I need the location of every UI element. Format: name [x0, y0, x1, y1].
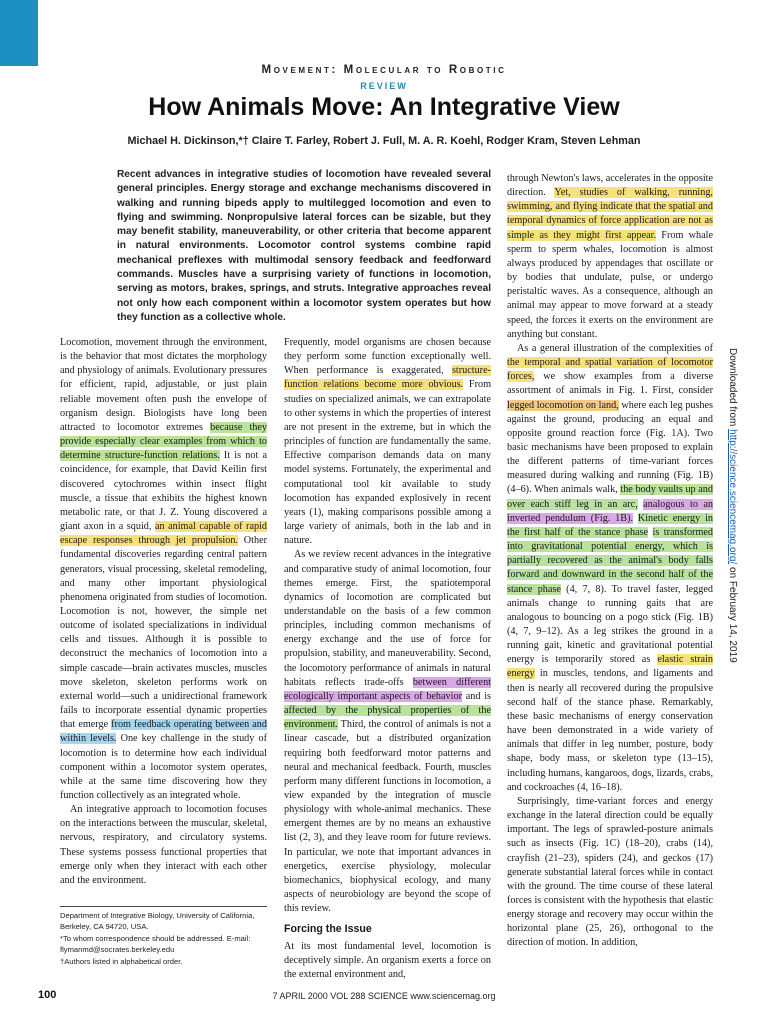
affiliation-note: Department of Integrative Biology, University of California, Berkeley, CA 94720, USA. [60, 911, 255, 931]
page-number: 100 [38, 989, 57, 1001]
paragraph: An integrative approach to locomotion focuses on the interactions between the muscular, skeletal, nervous, respiratory, and circulatory systems. These systems possess functional properties that emerge only when they interact with each other and the environment. [60, 804, 267, 886]
body-column-1 [60, 336, 267, 888]
paragraph: through Newton's laws, accelerates in the opposite direction. Yet, studies of walking, running, swimming, and flying indicate that the spatial and temporal dynamics of force application are not as simple as they might first appear. From whale sperm to sperm whales, locomotion is almost always produced by appendages that oscillate or by bodies that undulate, pulse, or undergo peristaltic waves. As a consequence, although an animal may appear to move forward at a steady speed, the forces it exerts on the environment are anything but constant. [507, 173, 713, 340]
highlight: the body vaults up and over each stiff leg in an arc, [507, 484, 713, 510]
footnotes [60, 911, 272, 970]
highlight: affected by the physical properties of the environment. [284, 705, 491, 731]
corner-accent-block [0, 0, 38, 66]
body-column-3 [507, 172, 713, 951]
highlight: the temporal and spatial variation of locomotor forces, [507, 357, 713, 383]
paragraph: As a general illustration of the complexities of the temporal and spatial variation of locomotor forces, we show examples from a diverse assortment of animals in Fig. 1. First, consider legged locomotion on land, where each leg pushes against the ground, producing an equal and opposite ground reaction force (Fig. 1A). Two basic mechanisms have been proposed to explain the different patterns of time-variant forces measured during walking and running (Fig. 1B) (4–6). When animals walk, the body vaults up and over each stiff leg in an arc, analogous to an inverted pendulum (Fig. 1B). Kinetic energy in the first half of the stance phase is transformed into gravitational potential energy, which is partially recovered as the animal's body falls forward and downward in the second half of the stance phase (4, 7, 8). To travel faster, legged animals change to running gaits that are analogous to bouncing on a pogo stick (Fig. 1B) (4, 7, 9–12). As a leg strikes the ground in a running gait, kinetic and gravitational potential energy is temporarily stored as elastic strain energy in muscles, tendons, and ligaments and then is nearly all recovered during the propulsive second half of the stance phase. Remarkably, these basic mechanisms of energy conservation have been demonstrated in a wide variety of animals that differ in leg number, posture, body shape, body mass, or skeleton type (13–15), including humans, kangaroos, dogs, lizards, crabs, and cockroaches (4, 16–18). [507, 342, 713, 793]
highlight: is transformed into gravitational potential energy, which is partially recovered as the animal's body falls forward and downward in the second half of the stance phase [507, 526, 713, 595]
paragraph: Surprisingly, time-variant forces and energy exchange in the lateral direction could be equally important. The legs of sprawled-posture animals such as insects (Fig. 1C) (18–20), crabs (14), crayfish (21–23), spiders (24), and geckos (17) generate substantial lateral forces while in contact with the ground. The time course of these lateral forces is consistent with the hypothesis that elastic energy storage and recovery may occur within the horizontal plane (25, 26), orthogonal to the direction of motion. In addition, [507, 795, 713, 949]
download-notice: Downloaded from http://science.sciencemag.org/ on February 14, 2019 [727, 348, 738, 663]
highlight: elastic strain energy [507, 654, 713, 680]
highlight: legged locomotion on land, [507, 399, 619, 411]
paragraph: Frequently, model organisms are chosen because they perform some function exceptionally well. When performance is exaggerated, structure-function relations become more obvious. From studies on specialized animals, we can extrapolate to other systems in which the properties of interest are not present in the extreme, but in which the principles of function are fundamentally the same. Effective comparison demands data on many model systems. Fortunately, the experimental and computational tool kit available to study locomotion has expanded explosively in recent years (1), making comparisons possible among a large variety of animals, both in the lab and in nature. [284, 337, 492, 547]
highlight: from feedback operating between and within levels. [60, 719, 267, 745]
highlight: analogous to an inverted pendulum (Fig. 1B). [507, 498, 713, 524]
paragraph: At its most fundamental level, locomotion is deceptively simple. An organism exerts a force on the external environment and, [284, 940, 491, 980]
abstract: Recent advances in integrative studies of locomotion have revealed several general principles. Energy storage and exchange mechanisms discovered in walking and running bipeds apply to multilegged locomotion and even to flying and swimming. Nonpropulsive lateral forces can be sizable, but they may benefit stability, maneuverability, or other criteria that become apparent in natural environments. Locomotor control systems combine rapid mechanical preflexes with multimodal sensory feedback and feedforward commands. Muscles have a surprising variety of functions in locomotion, serving as motors, brakes, springs, and struts. Integrative approaches reveal not only how each component within a locomotor system operates but how they function as a collective whole. [117, 169, 491, 323]
highlight: between different ecologically important aspects of behavior [284, 676, 492, 702]
section-heading: Forcing the Issue [284, 923, 372, 936]
footnote-divider [60, 906, 267, 907]
author-list: Michael H. Dickinson,*† Claire T. Farley, Robert J. Full, M. A. R. Koehl, Rodger Kram, Steven Lehman [127, 135, 641, 147]
highlight: structure-function relations become more obvious. [284, 365, 491, 391]
journal-footer: 7 APRIL 2000 VOL 288 SCIENCE www.sciencemag.org [272, 991, 496, 1001]
highlight: Kinetic energy in the first half of the stance phase [507, 512, 713, 538]
highlight: Yet, studies of walking, running, swimming, and flying indicate that the spatial and temporal dynamics of force application are not as simple as they might first appear. [507, 187, 713, 241]
correspondence-note: *To whom correspondence should be addressed. E-mail: flymanmd@socrates.berkeley.edu [60, 934, 251, 954]
section-header: Movement: Molecular to Robotic [261, 64, 507, 76]
article-type-label: REVIEW [360, 81, 408, 91]
author-order-note: †Authors listed in alphabetical order. [60, 957, 183, 966]
body-column-2 [284, 336, 491, 982]
highlight: an animal capable of rapid escape responses through jet propulsion. [60, 521, 267, 547]
paragraph: Locomotion, movement through the environment, is the behavior that most dictates the morphology and physiology of animals. Evolutionary pressures for efficient, rapid, adjustable, or just plain reliable movement often push the envelope of organism design. Biologists have long been attracted to locomotor extremes because they provide especially clear examples from which to determine structure-function relations. It is not a coincidence, for example, that David Keilin first discovered cytochromes within insect flight muscle, a tissue that exhibits the highest known metabolic rate, or that J. Z. Young discovered a giant axon in a squid, an animal capable of rapid escape responses through jet propulsion. Other fundamental discoveries regarding central pattern generators, visual processing, skeletal remodeling, and many other important physiological phenomena originated from studies of locomotion. Locomotion is not, however, the simple net outcome of isolated specializations in individual cells and tissues. Although it is possible to deconstruct the mechanics of locomotion into a simple cascade—brain activates muscles, muscles move skeleton, skeleton performs work on external world—such a unidirectional framework fails to incorporate essential dynamic properties that emerge from feedback operating between and within levels. One key challenge in the study of locomotion is to determine how each individual component within a locomotor system operates, while at the same time discovering how they function collectively as an integrated whole. [60, 337, 268, 801]
download-link[interactable]: http://science.sciencemag.org/ [727, 429, 738, 565]
paragraph: As we review recent advances in the integrative and comparative study of animal locomotion, four themes emerge. First, the spatiotemporal dynamics of locomotion are complicated but understandable on the basis of a few common principles, including common mechanisms of energy exchange and the use of force for propulsion, stability, and maneuverability. Second, the locomotory performance of animals in natural habitats reflects trade-offs between different ecologically important aspects of behavior and is affected by the physical properties of the environment. Third, the control of animals is not a linear cascade, but a distributed organization requiring both feedforward motor patterns and neural and mechanical feedback. Fourth, muscles perform many different functions in locomotion, a view expanded by the integration of muscle physiology with whole-animal mechanics. These emergent themes are by no means an exhaustive list (2, 3), and they leave room for future reviews. In particular, we note that important advances in energetics, exercise physiology, molecular biomechanics, biophysical ecology, and many aspects of neurobiology are beyond the scope of this review. [284, 549, 492, 915]
highlight: because they provide especially clear examples from which to determine structure-function relations. [60, 421, 268, 462]
article-title: How Animals Move: An Integrative View [148, 93, 620, 121]
